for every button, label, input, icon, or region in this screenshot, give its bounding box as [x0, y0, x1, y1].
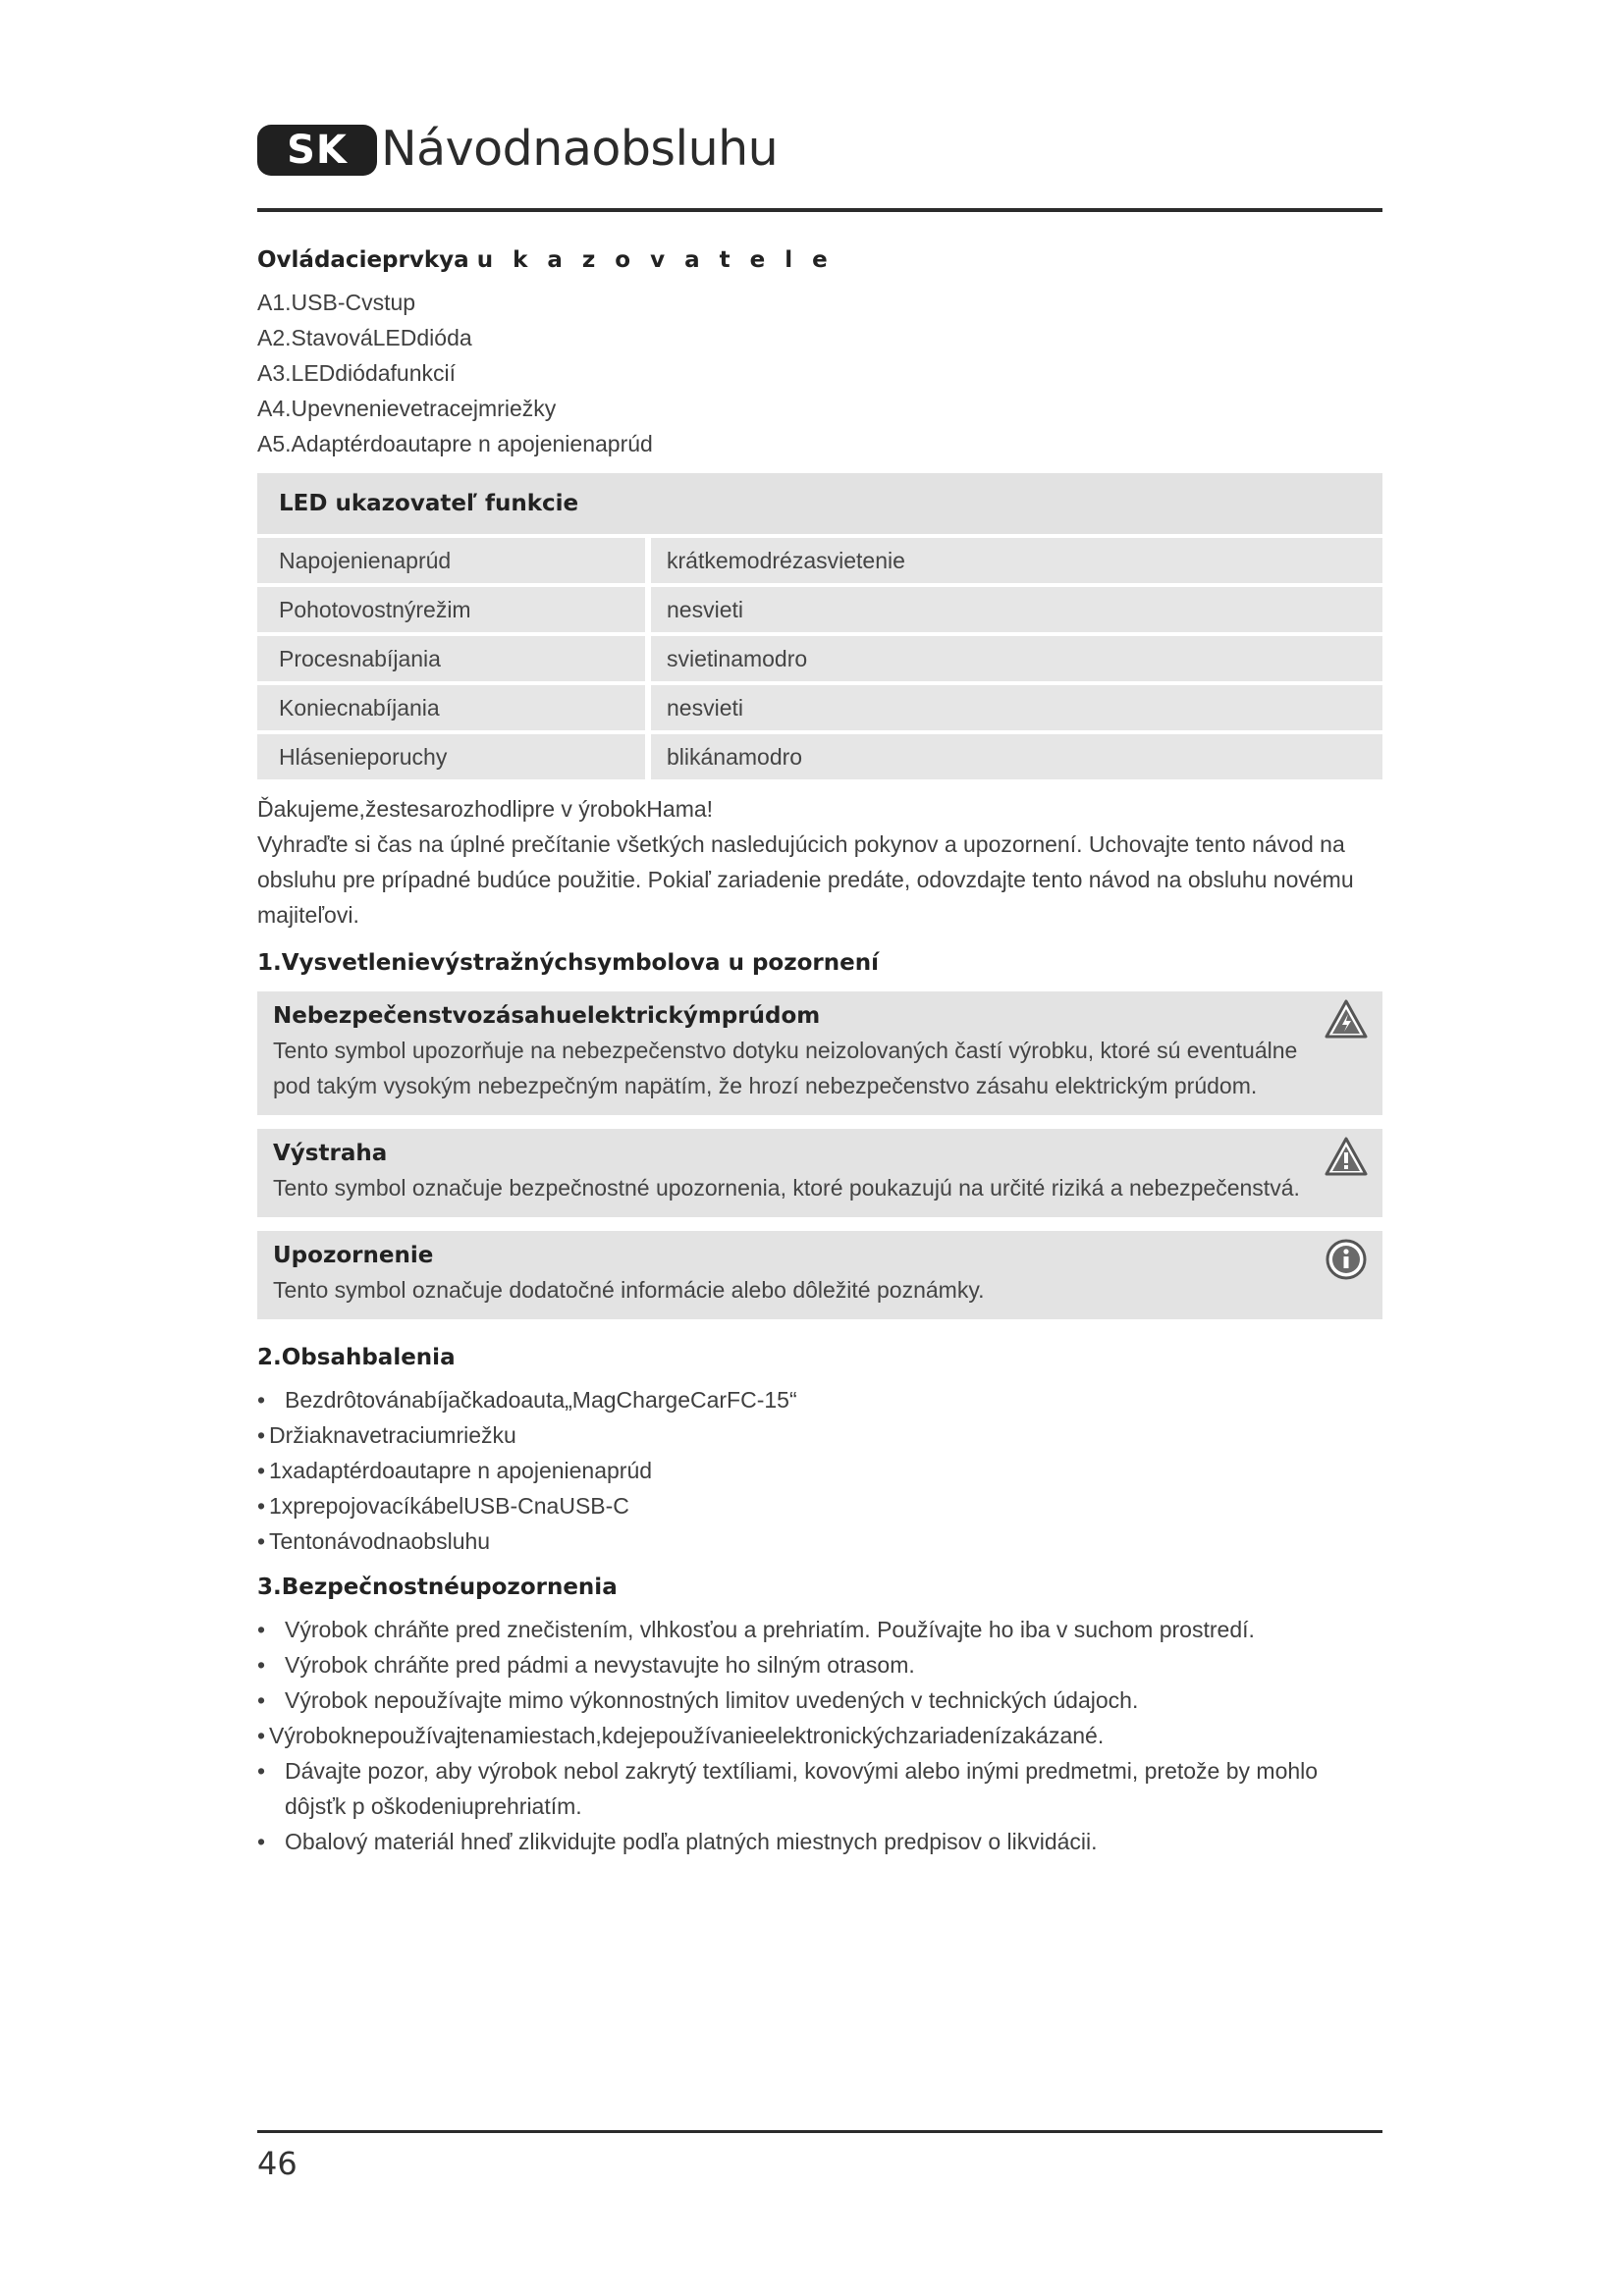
bullet: • — [257, 1617, 266, 1642]
table-cell-led: nesvieti — [651, 685, 1382, 734]
package-contents-list — [257, 1382, 1382, 1559]
section2-heading: 2.Obsahbalenia — [257, 1345, 456, 1370]
list-item-text: Držiaknavetraciumriežku — [269, 1422, 516, 1448]
box-text: Tento symbol označuje bezpečnostné upozornenia, ktoré poukazujú na určité riziká a nebezpečenstvá. — [273, 1175, 1300, 1201]
list-item-text: Výrobok chráňte pred znečistením, vlhkosťou a prehriatím. Používajte ho iba v suchom prostredí. — [285, 1617, 1255, 1642]
list-item — [257, 1523, 1382, 1559]
header-divider — [257, 208, 1382, 212]
list-item — [257, 1753, 1382, 1824]
bullet: • — [257, 1652, 266, 1678]
list-item-text: Dávajte pozor, aby výrobok nebol zakrytý textíliami, kovovými alebo inými predmetmi, pretože by mohlo dôjsťk p oškodeniuprehriatím. — [285, 1758, 1319, 1819]
language-badge: SK — [257, 125, 377, 176]
bullet: • — [257, 1493, 266, 1519]
section1-heading: 1.Vysvetlenievýstražnýchsymbolova u pozornení — [257, 950, 879, 976]
table-cell-led: blikánamodro — [651, 734, 1382, 783]
page-content — [257, 245, 1382, 1859]
list-item: A1.USB-Cvstup — [257, 290, 416, 315]
list-item — [257, 1718, 1382, 1753]
list-item: A4.Upevnenievetracejmriežky — [257, 396, 557, 421]
bullet: • — [257, 1723, 266, 1748]
warning-box — [257, 1129, 1382, 1217]
table-row — [257, 538, 1382, 587]
controls-heading-main: Ovládacieprvkya — [257, 247, 469, 273]
page-title: Návodnaobsluhu — [381, 121, 779, 177]
notice-box — [257, 1231, 1382, 1319]
thanks-text: Ďakujeme,žestesarozhodlipre v ýrobokHama! — [257, 796, 714, 822]
bullet: • — [257, 1387, 266, 1413]
list-item-text: 1xprepojovacíkábelUSB-CnaUSB-C — [269, 1493, 629, 1519]
table-row — [257, 587, 1382, 636]
table-header-row — [257, 473, 1382, 538]
box-title: Upozornenie — [273, 1243, 434, 1268]
section3-heading: 3.Bezpečnostnéupozornenia — [257, 1575, 618, 1600]
box-text: Tento symbol označuje dodatočné informácie alebo dôležité poznámky. — [273, 1277, 985, 1303]
page-header — [257, 116, 1382, 214]
page-number: 46 — [257, 2145, 298, 2182]
bullet: • — [257, 1528, 266, 1554]
table-row — [257, 636, 1382, 685]
bullet: • — [257, 1687, 266, 1713]
table-cell-led: krátkemodrézasvietenie — [651, 538, 1382, 587]
table-cell-led: nesvieti — [651, 587, 1382, 636]
table-header: LED ukazovateľ funkcie — [257, 473, 1382, 538]
controls-heading — [257, 245, 1382, 275]
list-item — [257, 1488, 1382, 1523]
table-cell-state: Koniecnabíjania — [257, 685, 651, 734]
info-icon — [1324, 1237, 1369, 1282]
table-cell-state: Procesnabíjania — [257, 636, 651, 685]
list-item-text: Bezdrôtovánabíjačkadoauta„MagChargeCarFC-15“ — [285, 1387, 797, 1413]
list-item — [257, 1682, 1382, 1718]
list-item — [257, 1824, 1382, 1859]
warning-icon — [1324, 1135, 1369, 1180]
safety-list — [257, 1612, 1382, 1859]
intro-paragraph: Vyhraďte si čas na úplné prečítanie všetkých nasledujúcich pokynov a upozornení. Uchovajte tento návod na obsluhu pre prípadné budúce použitie. Pokiaľ zariadenie predáte, odovzdajte tento návod na obsluhu novému majiteľovi. — [257, 831, 1354, 928]
controls-list — [257, 285, 1382, 461]
list-item — [257, 1647, 1382, 1682]
table-cell-led: svietinamodro — [651, 636, 1382, 685]
table-row — [257, 685, 1382, 734]
bullet: • — [257, 1829, 266, 1854]
box-text: Tento symbol upozorňuje na nebezpečenstvo dotyku neizolovaných častí výrobku, ktoré sú eventuálne pod takým vysokým nebezpečným napätím, že hrozí nebezpečenstvo zásahu elektrickým prúdom. — [273, 1038, 1298, 1098]
electric-warning-icon — [1324, 997, 1369, 1042]
table-cell-state: Pohotovostnýrežim — [257, 587, 651, 636]
electric-shock-box — [257, 991, 1382, 1115]
list-item — [257, 1612, 1382, 1647]
list-item: A2.StavováLEDdióda — [257, 325, 472, 350]
list-item — [257, 1382, 1382, 1417]
list-item-text: Tentonávodnaobsluhu — [269, 1528, 491, 1554]
table-row — [257, 734, 1382, 783]
list-item-text: Výrobok nepoužívajte mimo výkonnostných limitov uvedených v technických údajoch. — [285, 1687, 1139, 1713]
bullet: • — [257, 1758, 266, 1784]
box-title: Výstraha — [273, 1141, 388, 1166]
footer-divider — [257, 2130, 1382, 2133]
list-item — [257, 1417, 1382, 1453]
list-item-text: 1xadaptérdoautapre n apojenienaprúd — [269, 1458, 653, 1483]
list-item — [257, 1453, 1382, 1488]
list-item-text: Výrobok chráňte pred pádmi a nevystavujte ho silným otrasom. — [285, 1652, 915, 1678]
led-function-table — [257, 473, 1382, 783]
controls-heading-spaced: u k a z o v a t e l e — [476, 247, 834, 273]
table-cell-state: Napojenienaprúd — [257, 538, 651, 587]
bullet: • — [257, 1422, 266, 1448]
list-item-text: Obalový materiál hneď zlikvidujte podľa platných miestnych predpisov o likvidácii. — [285, 1829, 1098, 1854]
bullet: • — [257, 1458, 266, 1483]
list-item-text: Výroboknepoužívajtenamiestach,kdejepoužívanieelektronickýchzariadenízakázané. — [269, 1723, 1105, 1748]
list-item: A5.Adaptérdoautapre n apojenienaprúd — [257, 431, 653, 456]
list-item: A3.LEDdiódafunkcií — [257, 360, 457, 386]
box-title: Nebezpečenstvozásahuelektrickýmprúdom — [273, 1003, 821, 1029]
table-cell-state: Hlásenieporuchy — [257, 734, 651, 783]
